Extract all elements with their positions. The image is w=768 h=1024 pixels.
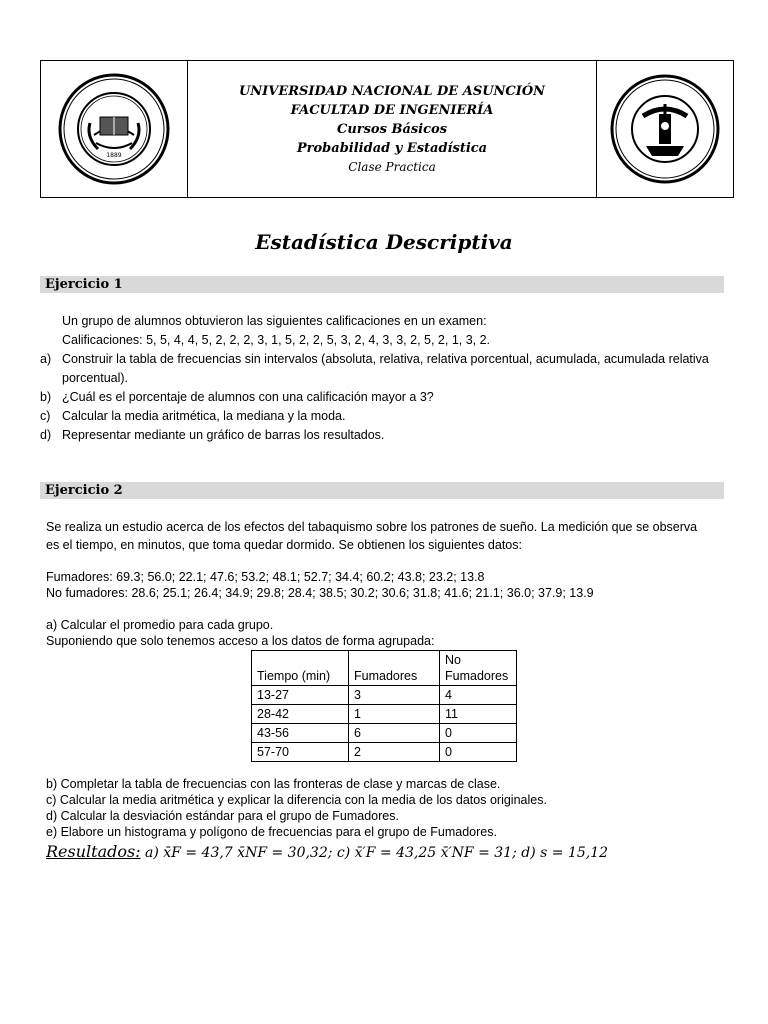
ex2-smokers-data: Fumadores: 69.3; 56.0; 22.1; 47.6; 53.2; 48.1; 52.7; 34.4; 60.2; 43.8; 23.2; 13.8 bbox=[46, 570, 485, 584]
table-cell: 0 bbox=[440, 724, 517, 743]
results-label: Resultados: bbox=[46, 842, 141, 861]
table-cell: 43-56 bbox=[252, 724, 349, 743]
item-text: Construir la tabla de frecuencias sin intervalos (absoluta, relativa, relativa porcentual, acumulada, acumulada relativa porcentual). bbox=[62, 352, 709, 385]
ex2-question-e: e) Elabore un histograma y polígono de frecuencias para el grupo de Fumadores. bbox=[46, 825, 497, 839]
document-title: Estadística Descriptiva bbox=[255, 230, 513, 254]
table-cell: 1 bbox=[349, 705, 440, 724]
frequency-table bbox=[251, 650, 517, 762]
list-item bbox=[40, 407, 724, 426]
ex2-grouped-note: Suponiendo que solo tenemos acceso a los datos de forma agrupada: bbox=[46, 634, 435, 648]
list-item bbox=[40, 388, 724, 407]
course-name: Probabilidad y Estadística bbox=[296, 140, 488, 156]
course-group: Cursos Básicos bbox=[336, 121, 448, 137]
table-cell: 4 bbox=[440, 686, 517, 705]
item-label: d) bbox=[40, 428, 52, 442]
item-label: c) bbox=[40, 409, 51, 423]
table-header: No Fumadores bbox=[440, 651, 517, 686]
table-row bbox=[252, 743, 517, 762]
item-text: ¿Cuál es el porcentaje de alumnos con una calificación mayor a 3? bbox=[62, 390, 434, 404]
item-text: Calcular la media aritmética, la mediana y la moda. bbox=[62, 409, 346, 423]
table-header-row bbox=[252, 651, 517, 686]
table-cell: 2 bbox=[349, 743, 440, 762]
results-line bbox=[46, 842, 608, 861]
item-text: Representar mediante un gráfico de barras los resultados. bbox=[62, 428, 385, 442]
exercise-1-heading: Ejercicio 1 bbox=[40, 276, 724, 293]
table-header: Fumadores bbox=[349, 651, 440, 686]
una-seal-logo bbox=[41, 61, 188, 197]
list-item bbox=[40, 350, 724, 388]
ex2-question-c: c) Calcular la media aritmética y explicar la diferencia con la media de los datos originales. bbox=[46, 793, 547, 807]
exercise-2-heading: Ejercicio 2 bbox=[40, 482, 724, 499]
header-titles bbox=[188, 61, 596, 197]
table-cell: 6 bbox=[349, 724, 440, 743]
seal-year: 1889 bbox=[106, 152, 122, 159]
table-cell: 13-27 bbox=[252, 686, 349, 705]
results-values: a) x̄F = 43,7 x̄NF = 30,32; c) x̄′F = 43,25 x̄′NF = 31; d) s = 15,12 bbox=[145, 845, 609, 861]
university-name: UNIVERSIDAD NACIONAL DE ASUNCIÓN bbox=[238, 83, 546, 99]
ex2-paragraph-2: es el tiempo, en minutos, que toma quedar dormido. Se obtienen los siguientes datos: bbox=[46, 538, 522, 552]
ex1-intro: Un grupo de alumnos obtuvieron las siguientes calificaciones en un examen: bbox=[62, 314, 487, 328]
ex2-paragraph-1: Se realiza un estudio acerca de los efectos del tabaquismo sobre los patrones de sueño. La medición que se observa bbox=[46, 520, 698, 534]
table-cell: 0 bbox=[440, 743, 517, 762]
table-row bbox=[252, 705, 517, 724]
ex2-question-a: a) Calcular el promedio para cada grupo. bbox=[46, 618, 274, 632]
fiuna-seal-logo bbox=[596, 61, 733, 197]
item-label: b) bbox=[40, 390, 52, 404]
list-item bbox=[40, 426, 724, 445]
table-cell: 11 bbox=[440, 705, 517, 724]
ex1-grades: Calificaciones: 5, 5, 4, 4, 5, 2, 2, 2, 3, 1, 5, 2, 2, 5, 3, 2, 4, 3, 3, 2, 5, 2, 1, 3, 2. bbox=[62, 333, 491, 347]
item-label: a) bbox=[40, 352, 52, 366]
table-cell: 28-42 bbox=[252, 705, 349, 724]
table-cell: 57-70 bbox=[252, 743, 349, 762]
faculty-name: FACULTAD DE INGENIERÍA bbox=[290, 102, 494, 118]
header-box bbox=[40, 60, 734, 198]
ex2-question-b: b) Completar la tabla de frecuencias con las fronteras de clase y marcas de clase. bbox=[46, 777, 501, 791]
class-type: Clase Practica bbox=[348, 159, 436, 174]
table-header: Tiempo (min) bbox=[252, 651, 349, 686]
ex2-nonsmokers-data: No fumadores: 28.6; 25.1; 26.4; 34.9; 29.8; 28.4; 38.5; 30.2; 30.6; 31.8; 41.6; 21.1; 36.0; 37.9; 13.9 bbox=[46, 586, 594, 600]
table-row bbox=[252, 686, 517, 705]
table-cell: 3 bbox=[349, 686, 440, 705]
table-row bbox=[252, 724, 517, 743]
ex2-question-d: d) Calcular la desviación estándar para el grupo de Fumadores. bbox=[46, 809, 399, 823]
